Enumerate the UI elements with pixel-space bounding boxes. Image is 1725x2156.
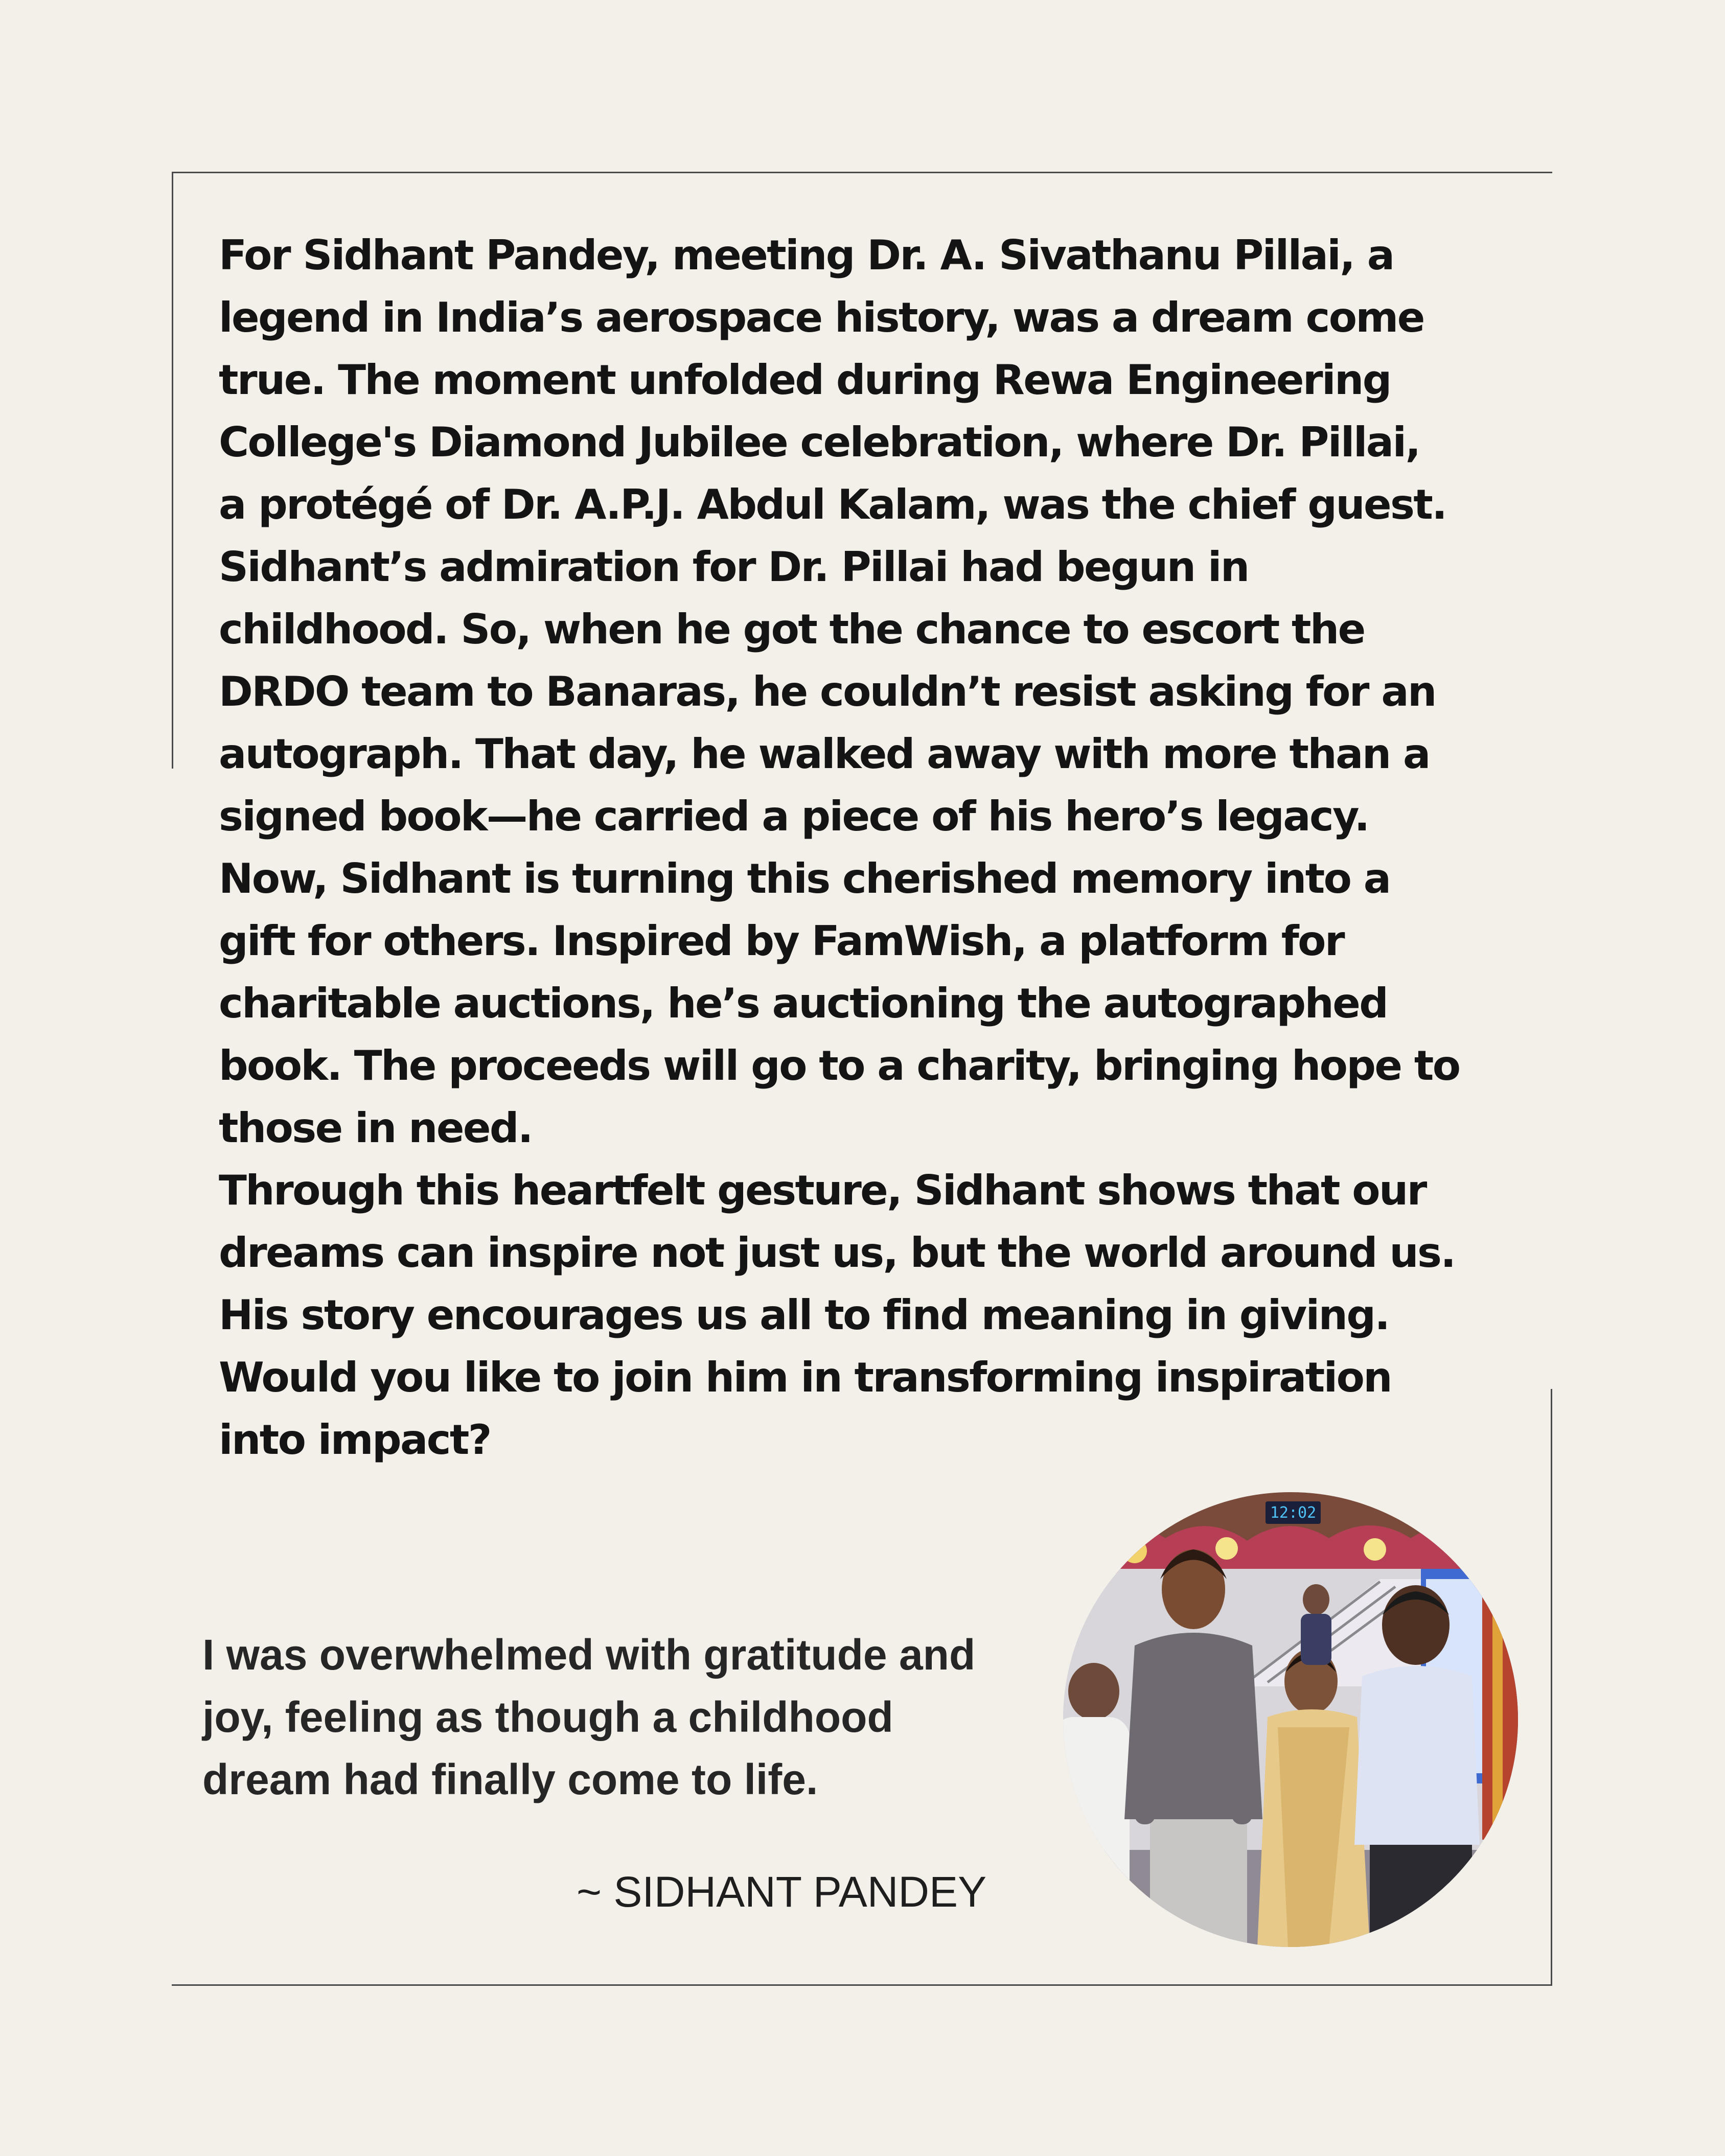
testimonial-quote — [202, 1624, 1071, 1811]
quote-line: I was overwhelmed with gratitude and — [202, 1631, 976, 1679]
story-line: dreams can inspire not just us, but the world around us. — [219, 1228, 1455, 1277]
story-line: gift for others. Inspired by FamWish, a platform for — [219, 917, 1344, 965]
story-line: Through this heartfelt gesture, Sidhant shows that our — [219, 1166, 1426, 1214]
story-line: For Sidhant Pandey, meeting Dr. A. Sivathanu Pillai, a — [219, 231, 1394, 279]
story-line: Would you like to join him in transforming inspiration — [219, 1353, 1391, 1401]
story-line: into impact? — [219, 1416, 491, 1464]
frame-top-line — [172, 172, 1552, 173]
clock-text: 12:02 — [1270, 1504, 1317, 1522]
photo-illustration — [1063, 1492, 1518, 1947]
frame-right-line — [1551, 1389, 1552, 1986]
story-line: autograph. That day, he walked away with more than a — [219, 730, 1430, 778]
story-line: legend in India’s aerospace history, was a dream come — [219, 293, 1424, 341]
story-line: College's Diamond Jubilee celebration, where Dr. Pillai, — [219, 418, 1420, 466]
story-line: signed book—he carried a piece of his hero’s legacy. — [219, 792, 1369, 840]
story-line: DRDO team to Banaras, he couldn’t resist asking for an — [219, 667, 1436, 715]
frame-bottom-line — [172, 1984, 1552, 1986]
story-line: those in need. — [219, 1104, 532, 1152]
story-line: Now, Sidhant is turning this cherished memory into a — [219, 854, 1390, 902]
frame-left-line — [172, 172, 173, 769]
profile-photo — [1063, 1492, 1518, 1947]
quote-line: dream had finally come to life. — [202, 1755, 818, 1803]
story-line: book. The proceeds will go to a charity, bringing hope to — [219, 1041, 1460, 1089]
story-line: a protégé of Dr. A.P.J. Abdul Kalam, was the chief guest. — [219, 480, 1446, 528]
quote-line: joy, feeling as though a childhood — [202, 1693, 893, 1741]
quote-author: ~ SIDHANT PANDEY — [577, 1868, 987, 1916]
story-line: His story encourages us all to find meaning in giving. — [219, 1291, 1389, 1339]
story-line: charitable auctions, he’s auctioning the autographed — [219, 979, 1388, 1027]
story-paragraph — [219, 224, 1527, 1471]
story-line: Sidhant’s admiration for Dr. Pillai had begun in — [219, 543, 1249, 591]
story-line: childhood. So, when he got the chance to escort the — [219, 605, 1365, 653]
story-line: true. The moment unfolded during Rewa Engineering — [219, 356, 1391, 404]
